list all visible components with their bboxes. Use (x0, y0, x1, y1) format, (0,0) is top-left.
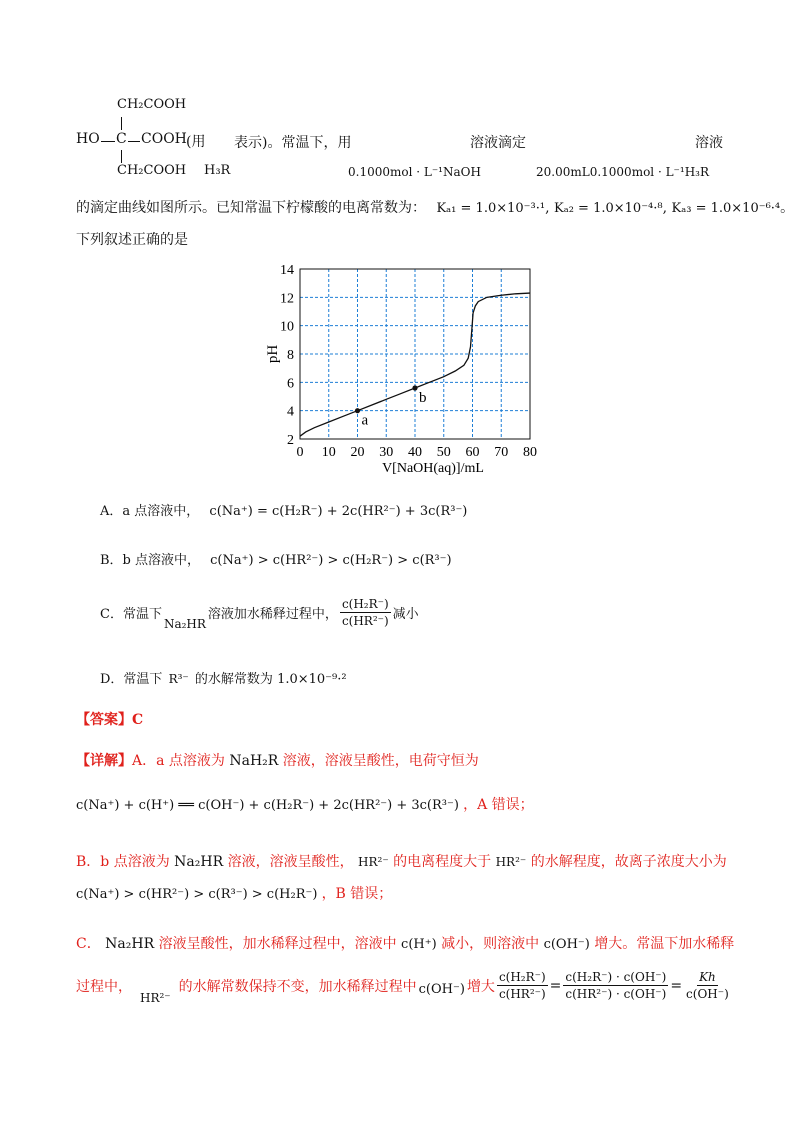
option-c-end: 减小 (392, 607, 419, 622)
option-d (100, 668, 347, 687)
structure-cooh: COOH (141, 131, 187, 147)
eq-2: = (670, 977, 683, 994)
chart-ticks (280, 263, 537, 460)
y-tick-label: 14 (280, 263, 294, 278)
detail-c2-inc: 增大 (466, 978, 495, 995)
detail-b-line-2 (76, 883, 392, 903)
x-axis-label: V[NaOH(aq)]/mL (382, 461, 484, 476)
detail-a-line-1 (76, 750, 479, 770)
ka3: Kₐ₃ = 1.0×10⁻⁶·⁴ (671, 201, 781, 216)
x-tick-label: 70 (494, 445, 509, 460)
ka2: Kₐ₂ = 1.0×10⁻⁴·⁸ (553, 201, 663, 216)
option-b (100, 549, 452, 568)
f3-den: c(OH⁻) (686, 987, 729, 1001)
option-b-expr: c(Na⁺) > c(HR²⁻) > c(H₂R⁻) > c(R³⁻) (210, 553, 452, 568)
intro-h3r-amount: 20.00mL0.1000mol · L⁻¹H₃R (536, 165, 709, 179)
detail-c-oh: c(OH⁻) (543, 937, 590, 952)
answer-value: C (132, 712, 144, 728)
intro-text-1: 表示)。常温下，用 (234, 135, 352, 151)
y-axis-label: pH (265, 344, 281, 364)
y-tick-label: 6 (287, 376, 294, 392)
comma-2: , (662, 200, 668, 216)
detail-fraction-2 (563, 970, 668, 1001)
structure-bond-left (101, 141, 115, 142)
detail-a-salt: NaH₂R (229, 753, 279, 769)
x-tick-label: 20 (350, 445, 365, 460)
point-b (412, 385, 417, 390)
detail-a-equation: c(Na⁺) + c(H⁺) ══ c(OH⁻) + c(H₂R⁻) + 2c(HR²⁻) + 3c(R³⁻) (76, 798, 459, 813)
y-tick-label: 10 (280, 319, 294, 335)
option-a-label: A．a 点溶液中， (100, 504, 200, 519)
comma-1: , (545, 200, 550, 216)
point-a (355, 408, 360, 413)
detail-c-mid2: 减小，则溶液中 (441, 936, 540, 952)
detail-c-h: c(H⁺) (401, 937, 437, 952)
y-tick-label: 12 (280, 291, 294, 307)
option-a-expr: c(Na⁺) = c(H₂R⁻) + 2c(HR²⁻) + 3c(R³⁻) (209, 504, 468, 519)
x-tick-label: 60 (465, 445, 480, 460)
option-c-text: 溶液加水稀释过程中， (207, 607, 338, 622)
x-tick-label: 50 (436, 445, 451, 460)
chart-grid (300, 269, 530, 439)
x-tick-label: 40 (408, 445, 422, 460)
detail-b-ion2: HR²⁻ (495, 855, 527, 869)
f3-num: Kh (699, 970, 716, 984)
structure-bottom: CH₂COOH (117, 163, 187, 178)
intro-line-2 (76, 197, 794, 217)
detail-b-equation: c(Na⁺) > c(HR²⁻) > c(R³⁻) > c(H₂R⁻) (76, 887, 318, 902)
intro-text-3: 溶液 (695, 135, 723, 151)
detail-b-salt: Na₂HR (174, 854, 224, 870)
structure-ho: HO (76, 131, 100, 147)
detail-b-end: ，B 错误； (321, 886, 393, 902)
detail-a-post: 溶液，溶液呈酸性，电荷守恒为 (282, 753, 479, 769)
detail-b-ion1: HR²⁻ (358, 855, 389, 869)
intro-line-3: 下列叙述正确的是 (76, 232, 188, 248)
f2-num: c(H₂R⁻) · c(OH⁻) (565, 970, 667, 984)
y-tick-label: 2 (287, 433, 294, 448)
structure-bond-right (128, 141, 140, 142)
structure-carbon: C (116, 131, 127, 147)
intro-text-2: 溶液滴定 (470, 135, 526, 151)
answer (76, 709, 143, 729)
detail-c-post: 增大。常温下加水稀释 (594, 936, 735, 952)
f2-den: c(HR²⁻) · c(OH⁻) (565, 987, 667, 1001)
answer-label: 【答案】 (76, 712, 132, 728)
option-c-num: c(H₂R⁻) (341, 597, 389, 611)
detail-c-mid1: 溶液呈酸性，加水稀释过程中，溶液中 (158, 936, 397, 952)
detail-c2-pre: 过程中， (76, 978, 132, 995)
detail-c-line-2 (76, 970, 733, 1005)
detail-b-post: 的水解程度，故离子浓度大小为 (530, 854, 727, 870)
option-c-salt: Na₂HR (163, 616, 206, 631)
detail-c2-mid: 的水解常数保持不变，加水稀释过程中 (178, 978, 417, 995)
detail-b-pre: B．b 点溶液为 (76, 854, 170, 870)
x-tick-label: 30 (379, 445, 394, 460)
detail-b-line-1 (76, 851, 727, 871)
option-c (100, 597, 419, 631)
detail-a-line-2 (76, 794, 534, 814)
f1-num: c(H₂R⁻) (498, 970, 546, 984)
detail-c2-oh: c(OH⁻) (418, 982, 465, 997)
detail-fraction-3 (684, 970, 731, 1001)
x-tick-label: 80 (523, 445, 537, 460)
intro-end: 。 (780, 200, 795, 216)
detail-c-salt: Na₂HR (105, 936, 155, 952)
detail-c2-ion: HR²⁻ (140, 990, 171, 1005)
option-c-label: C．常温下 (100, 607, 162, 622)
x-tick-label: 0 (296, 445, 304, 460)
option-d-ion: R³⁻ (168, 672, 189, 686)
eq-1: = (549, 977, 562, 994)
y-tick-label: 4 (287, 404, 294, 420)
point-label-b: b (419, 390, 427, 406)
intro-naoh: 0.1000mol · L⁻¹NaOH (348, 165, 481, 179)
intro-h3r: H₃R (204, 163, 231, 178)
option-c-den: c(HR²⁻) (341, 614, 389, 628)
titration-chart (250, 255, 550, 480)
detail-fraction-1 (497, 970, 548, 1001)
point-label-a: a (361, 412, 369, 429)
detail-a-end: ，A 错误； (463, 797, 534, 813)
detail-a-pre: A．a 点溶液为 (132, 753, 225, 769)
option-d-value: 1.0×10⁻⁹·² (277, 672, 347, 687)
detail-label: 【详解】 (76, 753, 132, 769)
option-b-label: B．b 点溶液中， (100, 553, 201, 568)
structure-top: CH₂COOH (117, 97, 187, 112)
option-d-label: D．常温下 (100, 672, 163, 687)
ka1: Kₐ₁ = 1.0×10⁻³·¹ (436, 201, 546, 216)
detail-b-mid1: 溶液，溶液呈酸性， (227, 854, 354, 870)
detail-c-line-1 (76, 933, 734, 953)
intro-yong: (用 (186, 134, 206, 150)
option-a (100, 500, 467, 519)
structure-bond-down (121, 150, 122, 163)
intro-line-2-text: 的滴定曲线如图所示。已知常温下柠檬酸的电离常数为： (76, 200, 426, 216)
detail-c-pre: C． (76, 936, 101, 952)
f1-den: c(HR²⁻) (498, 987, 546, 1001)
option-d-text: 的水解常数为 (194, 672, 273, 687)
x-tick-label: 10 (321, 445, 336, 460)
option-c-fraction (340, 597, 391, 628)
detail-b-mid2: 的电离程度大于 (393, 854, 492, 870)
structure-bond-up (121, 117, 122, 130)
y-tick-label: 8 (287, 348, 294, 363)
